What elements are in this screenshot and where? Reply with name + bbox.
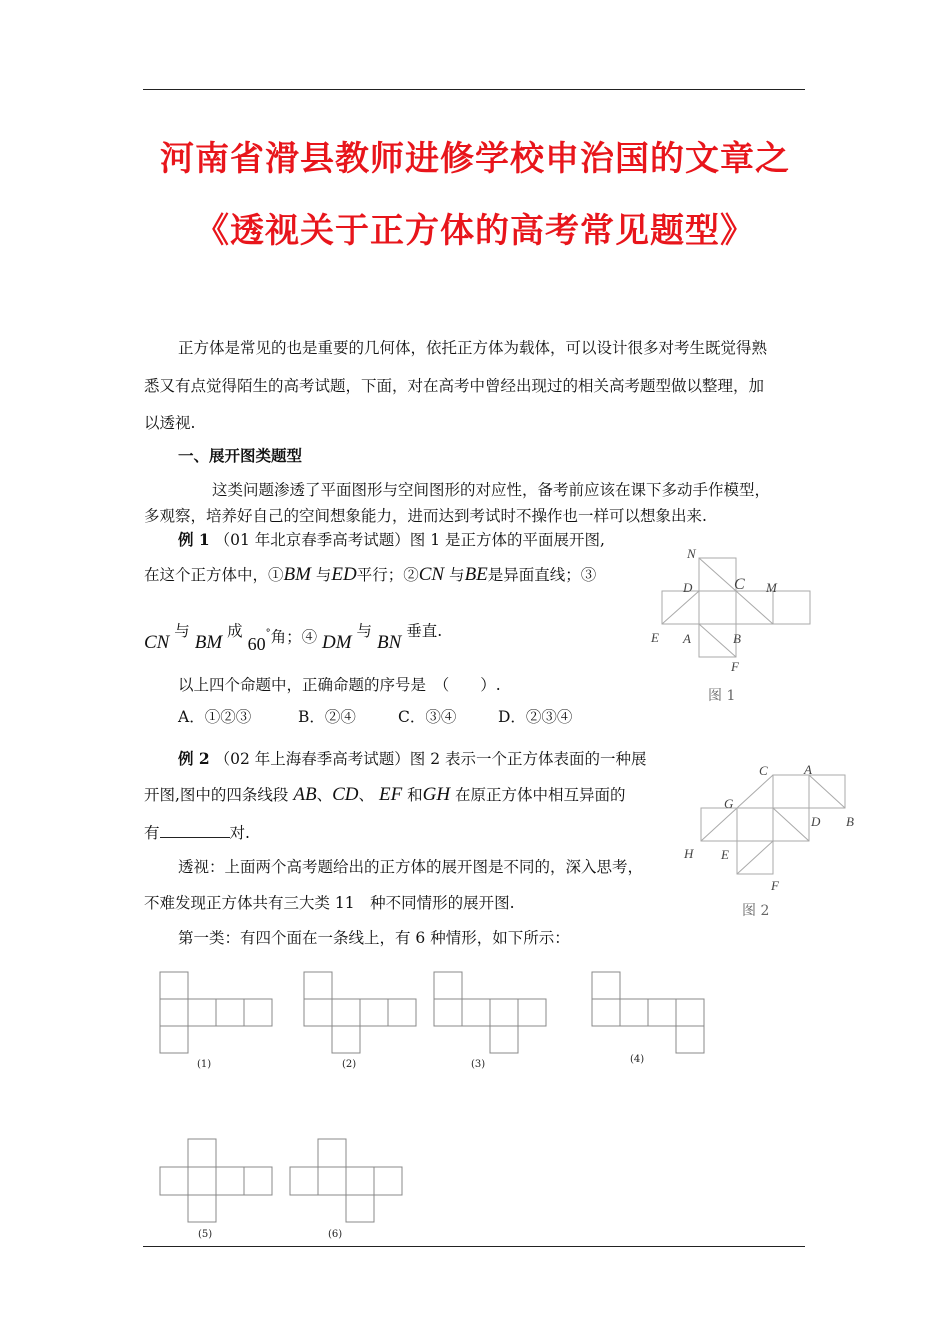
example1-line-2: 在这个正方体中，①BM 与ED平行；②CN 与BE是异面直线；③ [144, 564, 597, 585]
fig2-label-c: C [759, 763, 768, 778]
fig2-label-d: D [811, 814, 821, 829]
example2-line-3: 有 对. [144, 824, 250, 842]
segment-gh: GH [422, 784, 451, 805]
net-4-label: (4) [630, 1054, 645, 1065]
intro-line-1: 正方体是常见的也是重要的几何体，依托正方体为载体，可以设计很多对考生既觉得熟 [178, 339, 768, 357]
angle-value: 60 [247, 634, 266, 654]
net-6 [290, 1139, 402, 1222]
net-3 [434, 972, 546, 1053]
fig1-label-d: D [683, 580, 693, 595]
example1-label: 例 1 [178, 530, 210, 549]
example2-line-2: 开图,图中的四条线段 AB、CD、 EF 和GH 在原正方体中相互异面的 [144, 784, 626, 805]
segment-be: BE [464, 564, 488, 585]
fig2-label-g: G [724, 796, 734, 811]
fig1-label-m: M [766, 580, 777, 595]
fig1-label-f: F [731, 659, 739, 674]
segment-cn: CN [418, 564, 445, 585]
segment-ab: AB [293, 784, 317, 805]
example1-question: 以上四个命题中，正确命题的序号是 （ ）. [178, 676, 501, 694]
example1-source: （01 年北京春季高考试题）图 1 是正方体的平面展开图, [214, 531, 605, 549]
choice-c: C．③④ [398, 708, 457, 726]
segment-ed: ED [331, 564, 357, 585]
choice-d: D．②③④ [498, 708, 573, 726]
analysis-line-3: 第一类：有四个面在一条线上，有 6 种情形，如下所示： [178, 929, 570, 947]
example2-label: 例 2 [178, 749, 210, 768]
net-2-label: (2) [342, 1059, 357, 1070]
net-5 [160, 1139, 272, 1222]
title-line-2: 《透视关于正方体的高考常见题型》 [195, 211, 755, 251]
net-2 [304, 972, 416, 1053]
section-para-2: 多观察，培养好自己的空间想象能力，进而达到考试时不操作也一样可以想象出来. [144, 507, 707, 525]
segment-cd: CD [332, 784, 359, 805]
fig2-label-b: B [846, 814, 854, 829]
segment-bm-2: BM [194, 632, 223, 653]
analysis-line-2: 不难发现正方体共有三大类 11 种不同情形的展开图. [144, 894, 515, 912]
fig2-label-e: E [721, 847, 729, 862]
net-5-label: (5) [198, 1229, 213, 1240]
intro-line-3: 以透视. [144, 414, 196, 432]
section-para-1: 这类问题渗透了平面图形与空间图形的对应性，备考前应该在课下多动手作模型， [212, 481, 771, 499]
section-heading: 一、展开图类题型 [178, 446, 303, 465]
fig1-label-a: A [683, 631, 691, 646]
example1-line-3: CN 与 BM 成 60°角；④ DM 与 BN 垂直. [144, 622, 443, 654]
fig2-label-f: F [771, 878, 779, 893]
fig1-label-c: C [734, 576, 745, 593]
intro-line-2: 悉又有点觉得陌生的高考试题，下面，对在高考中曾经出现过的相关高考题型做以整理，加 [144, 377, 765, 395]
net-1-label: (1) [197, 1059, 212, 1070]
segment-cn-2: CN [144, 632, 170, 653]
title-line-1: 河南省滑县教师进修学校申治国的文章之 [160, 139, 790, 179]
fig1-caption: 图 1 [708, 688, 736, 704]
example2-source: （02 年上海春季高考试题）图 2 表示一个正方体表面的一种展 [214, 750, 647, 768]
net-1 [160, 972, 272, 1053]
choice-b: B．②④ [298, 708, 356, 726]
fig1-label-e: E [651, 630, 659, 645]
choice-a: A．①②③ [178, 708, 252, 726]
fig2-label-h: H [684, 846, 694, 861]
segment-bm: BM [283, 564, 311, 585]
segment-bn: BN [376, 632, 402, 653]
fig2-caption: 图 2 [742, 903, 770, 919]
net-3-label: (3) [471, 1059, 486, 1070]
net-4 [592, 972, 704, 1053]
fig2-label-a: A [804, 762, 812, 777]
fig1-label-b: B [733, 631, 741, 646]
segment-ef: EF [378, 784, 403, 805]
segment-dm: DM [322, 632, 352, 653]
analysis-line-1: 透视：上面两个高考题给出的正方体的展开图是不同的，深入思考， [178, 858, 644, 876]
net-6-label: (6) [328, 1229, 343, 1240]
fig1-label-n: N [687, 546, 696, 561]
